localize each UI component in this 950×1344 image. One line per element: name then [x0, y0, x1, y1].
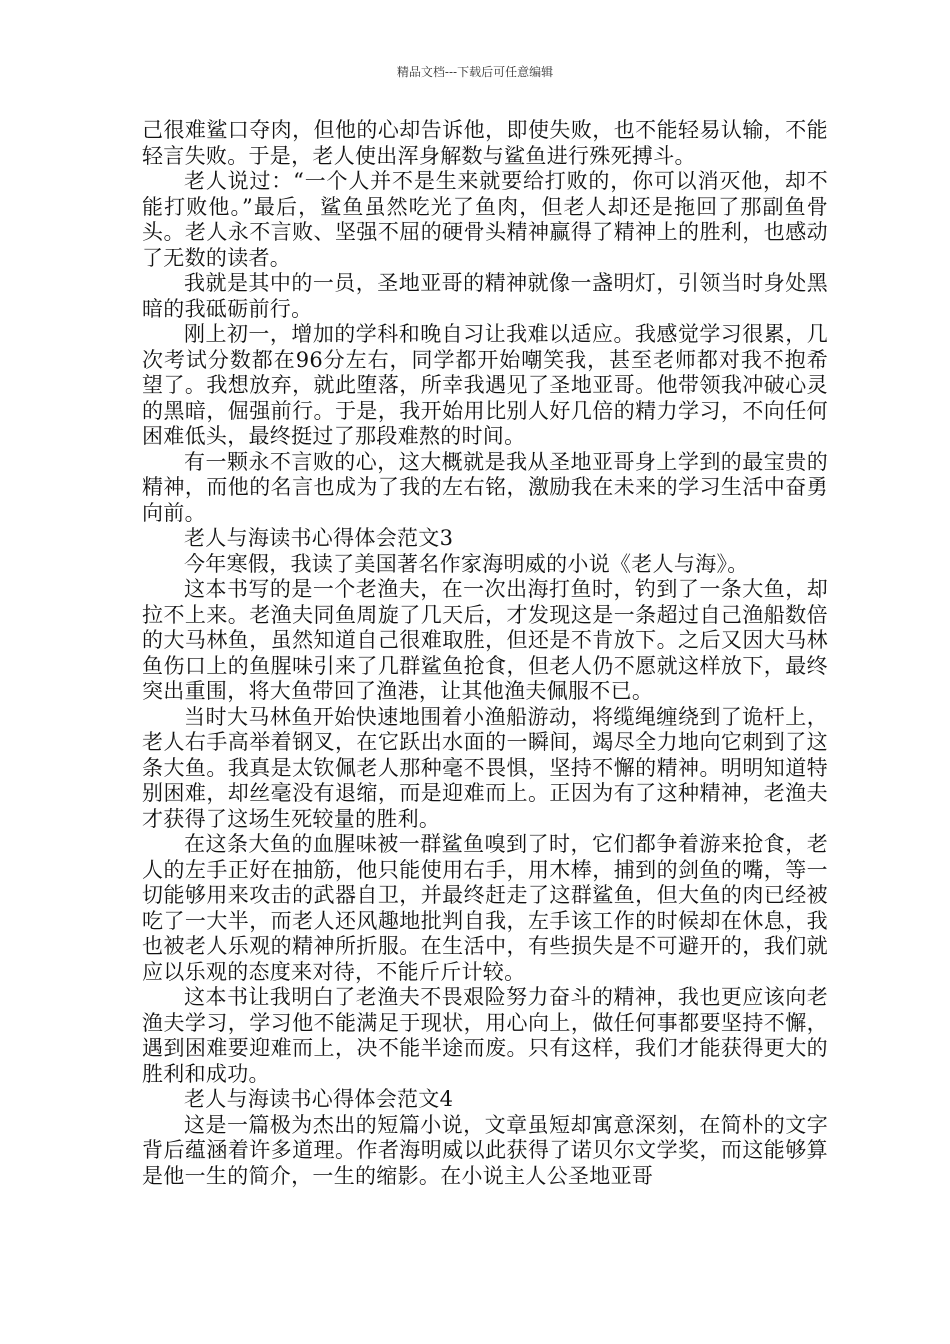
paragraph: 今年寒假，我读了美国著名作家海明威的小说《老人与海》。 [184, 551, 749, 576]
paragraph: 有一颗永不言败的心，这大概就是我从圣地亚哥身上学到的最宝贵的精神，而他的名言也成为了我的左右铭，激励我在未来的学习生活中奋勇向前。 [142, 449, 828, 525]
paragraph: 在这条大鱼的血腥味被一群鲨鱼嗅到了时，它们都争着游来抢食，老人的左手正好在抽筋，他只能使用右手，用木棒，捕到的剑鱼的嘴，等一切能够用来攻击的武器自卫，并最终赶走了这群鲨鱼，但大鱼的肉已经被吃了一大半，而老人还风趣地批判自我，左手该工作的时候却在休息，我也被老人乐观的精神所折服。在生活中，有些损失是不可避开的，我们就应以乐观的态度来对待，不能斤斤计较。 [142, 832, 828, 984]
page-header: 精品文档---下载后可任意编辑 [396, 65, 554, 79]
section-heading: 老人与海读书心得体会范文3 [184, 526, 454, 550]
paragraph: 当时大马林鱼开始快速地围着小渔船游动，将缆绳缠绕到了诡杆上，老人右手高举着钢叉，在它跃出水面的一瞬间，竭尽全力地向它刺到了这条大鱼。我真是太钦佩老人那种毫不畏惧，坚持不懈的精神。明明知道特别困难，却丝毫没有退缩，而是迎难而上。正因为有了这种精神，老渔夫才获得了这场生死较量的胜利。 [142, 704, 828, 831]
document-body [142, 118, 828, 1189]
paragraph: 老人说过：“一个人并不是生来就要给打败的，你可以消灭他，却不能打败他。”最后，鲨鱼虽然吃光了鱼肉，但老人却还是拖回了那副鱼骨头。老人永不言败、坚强不屈的硬骨头精神赢得了精神上的胜利，也感动了无数的读者。 [142, 169, 828, 270]
paragraph: 这是一篇极为杰出的短篇小说，文章虽短却寓意深刻，在简朴的文字背后蕴涵着许多道理。作者海明威以此获得了诺贝尔文学奖，而这能够算是他一生的简介，一生的缩影。在小说主人公圣地亚哥 [142, 1112, 828, 1188]
paragraph: 刚上初一，增加的学科和晚自习让我难以适应。我感觉学习很累，几次考试分数都在96分左右，同学都开始嘲笑我，甚至老师都对我不抱希望了。我想放弃，就此堕落，所幸我遇见了圣地亚哥。他带领我冲破心灵的黑暗，倔强前行。于是，我开始用比别人好几倍的精力学习，不向任何困难低头，最终挺过了那段难熬的时间。 [142, 322, 828, 448]
paragraph: 这本书让我明白了老渔夫不畏艰险努力奋斗的精神，我也更应该向老渔夫学习，学习他不能满足于现状，用心向上，做任何事都要坚持不懈，遇到困难要迎难而上，决不能半途而废。只有这样，我们才能获得更大的胜利和成功。 [142, 985, 828, 1086]
paragraph: 我就是其中的一员，圣地亚哥的精神就像一盏明灯，引领当时身处黑暗的我砥砺前行。 [142, 271, 828, 321]
section-heading: 老人与海读书心得体会范文4 [184, 1087, 454, 1111]
paragraph: 己很难鲨口夺肉，但他的心却告诉他，即使失败，也不能轻易认输，不能轻言失败。于是，老人使出浑身解数与鲨鱼进行殊死搏斗。 [142, 118, 828, 168]
paragraph: 这本书写的是一个老渔夫，在一次出海打鱼时，钓到了一条大鱼，却拉不上来。老渔夫同鱼周旋了几天后，才发现这是一条超过自己渔船数倍的大马林鱼，虽然知道自己很难取胜，但还是不肯放下。之后又因大马林鱼伤口上的鱼腥味引来了几群鲨鱼抢食，但老人仍不愿就这样放下，最终突出重围，将大鱼带回了渔港，让其他渔夫佩服不已。 [142, 577, 828, 703]
